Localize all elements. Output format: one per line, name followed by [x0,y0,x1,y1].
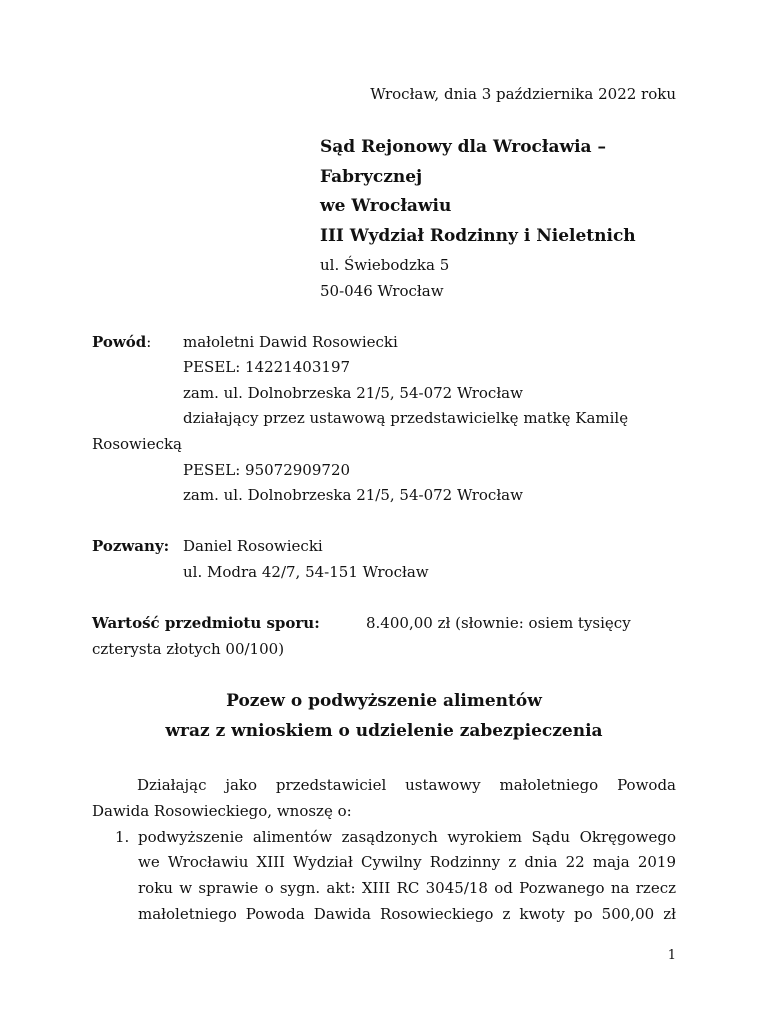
plaintiff-representative-line2: Rosowiecką [92,435,182,453]
page-number: 1 [667,948,676,963]
list-item-line4: małoletniego Powoda Dawida Rosowieckiego z kwoty po 500,00 zł [138,905,676,923]
intro-line2: Dawida Rosowieckiego, wnoszę o: [92,802,352,820]
court-name-line1: Sąd Rejonowy dla Wrocławia – [320,137,606,157]
list-item-number: 1. [115,828,130,846]
claim-value-line1: 8.400,00 zł (słownie: osiem tysięcy [366,614,631,632]
defendant-name: Daniel Rosowiecki [183,537,323,555]
plaintiff-representative-line1: działający przez ustawową przedstawicielkę matkę Kamilę [183,409,629,427]
defendant-label: Pozwany: [92,537,170,555]
claim-value-line2: czterysta złotych 00/100) [92,640,285,658]
court-name-line2: Fabrycznej [320,167,423,187]
plaintiff-name: małoletni Dawid Rosowiecki [183,333,398,351]
claim-value-label: Wartość przedmiotu sporu: [92,614,320,632]
court-street: ul. Świebodzka 5 [320,256,450,274]
document-title-line2: wraz z wnioskiem o udzielenie zabezpieczenia [165,721,603,741]
court-division: III Wydział Rodzinny i Nieletnich [320,226,636,246]
representative-address: zam. ul. Dolnobrzeska 21/5, 54-072 Wrocław [183,486,523,504]
plaintiff-label: Powód: [92,333,152,351]
plaintiff-address: zam. ul. Dolnobrzeska 21/5, 54-072 Wrocław [183,384,523,402]
plaintiff-pesel: PESEL: 14221403197 [183,358,351,376]
court-name-line3: we Wrocławiu [320,196,452,216]
list-item-line2: we Wrocławiu XIII Wydział Cywilny Rodzinny z dnia 22 maja 2019 [138,853,676,871]
list-item-line1: podwyższenie alimentów zasądzonych wyrokiem Sądu Okręgowego [138,828,676,846]
list-item-line3: roku w sprawie o sygn. akt: XIII RC 3045/18 od Pozwanego na rzecz [138,879,676,897]
document-title-line1: Pozew o podwyższenie alimentów [226,691,542,711]
representative-pesel: PESEL: 95072909720 [183,461,351,479]
defendant-address: ul. Modra 42/7, 54-151 Wrocław [183,563,429,581]
intro-line1: Działając jako przedstawiciel ustawowy małoletniego Powoda [137,776,676,794]
court-city: 50-046 Wrocław [320,282,444,300]
date-line: Wrocław, dnia 3 października 2022 roku [370,85,676,103]
